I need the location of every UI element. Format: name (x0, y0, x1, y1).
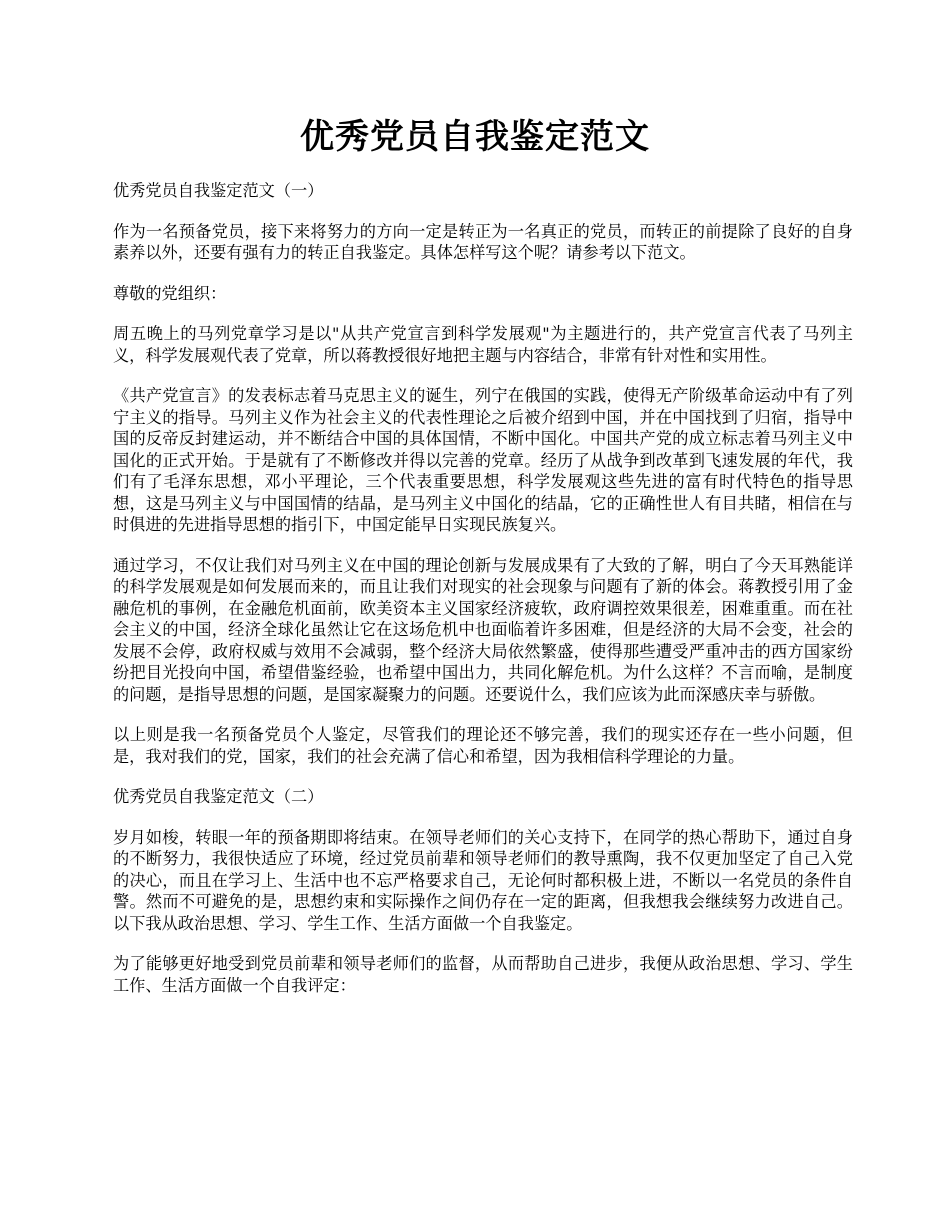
section-heading-2: 优秀党员自我鉴定范文（二） (113, 787, 324, 806)
document-title: 优秀党员自我鉴定范文 (300, 117, 650, 157)
body-paragraph: 为了能够更好地受到党员前辈和领导老师们的监督，从而帮助自己进步，我便从政治思想、学习、学生工作、生活方面做一个自我评定： (113, 954, 853, 995)
body-paragraph: 岁月如梭，转眼一年的预备期即将结束。在领导老师们的关心支持下，在同学的热心帮助下，通过自身的不断努力，我很快适应了环境，经过党员前辈和领导老师们的教导熏陶，我不仅更加坚定了自己入党的决心，而且在学习上、生活中也不忘严格要求自己，无论何时都积极上进，不断以一名党员的条件自警。然而不可避免的是，思想约束和实际操作之间仍存在一定的距离，但我想我会继续努力改进自己。以下我从政治思想、学习、学生工作、生活方面做一个自我鉴定。 (113, 827, 853, 933)
salutation: 尊敬的党组织： (113, 283, 227, 303)
body-paragraph: 通过学习，不仅让我们对马列主义在中国的理论创新与发展成果有了大致的了解，明白了今天耳熟能详的科学发展观是如何发展而来的，而且让我们对现实的社会现象与问题有了新的体会。蒋教授引用了金融危机的事例，在金融危机面前，欧美资本主义国家经济疲软，政府调控效果很差，困难重重。而在社会主义的中国，经济全球化虽然让它在这场危机中也面临着许多困难，但是经济的大局不会变，社会的发展不会停，政府权威与效用不会减弱，整个经济大局依然繁盛，使得那些遭受严重冲击的西方国家纷纷把目光投向中国，希望借鉴经验，也希望中国出力，共同化解危机。为什么这样？不言而喻，是制度的问题，是指导思想的问题，是国家凝聚力的问题。还要说什么，我们应该为此而深感庆幸与骄傲。 (113, 555, 853, 704)
document-body (113, 180, 853, 1015)
intro-paragraph: 作为一名预备党员，接下来将努力的方向一定是转正为一名真正的党员，而转正的前提除了良好的自身素养以外，还要有强有力的转正自我鉴定。具体怎样写这个呢？请参考以下范文。 (113, 221, 853, 262)
body-paragraph: 《共产党宣言》的发表标志着马克思主义的诞生，列宁在俄国的实践，使得无产阶级革命运动中有了列宁主义的指导。马列主义作为社会主义的代表性理论之后被介绍到中国，并在中国找到了归宿，指导中国的反帝反封建运动，并不断结合中国的具体国情，不断中国化。中国共产党的成立标志着马列主义中国化的正式开始。于是就有了不断修改并得以完善的党章。经历了从战争到改革到飞速发展的年代，我们有了毛泽东思想，邓小平理论，三个代表重要思想，科学发展观这些先进的富有时代特色的指导思想，这是马列主义与中国国情的结晶，是马列主义中国化的结晶，它的正确性世人有目共睹，相信在与时俱进的先进指导思想的指引下，中国定能早日实现民族复兴。 (113, 386, 853, 534)
body-paragraph: 周五晚上的马列党章学习是以"从共产党宣言到科学发展观"为主题进行的，共产党宣言代表了马列主义，科学发展观代表了党章，所以蒋教授很好地把主题与内容结合，非常有针对性和实用性。 (113, 324, 853, 365)
body-paragraph: 以上则是我一名预备党员个人鉴定，尽管我们的理论还不够完善，我们的现实还存在一些小问题，但是，我对我们的党，国家，我们的社会充满了信心和希望，因为我相信科学理论的力量。 (113, 725, 853, 766)
section-heading-1: 优秀党员自我鉴定范文（一） (113, 181, 324, 200)
